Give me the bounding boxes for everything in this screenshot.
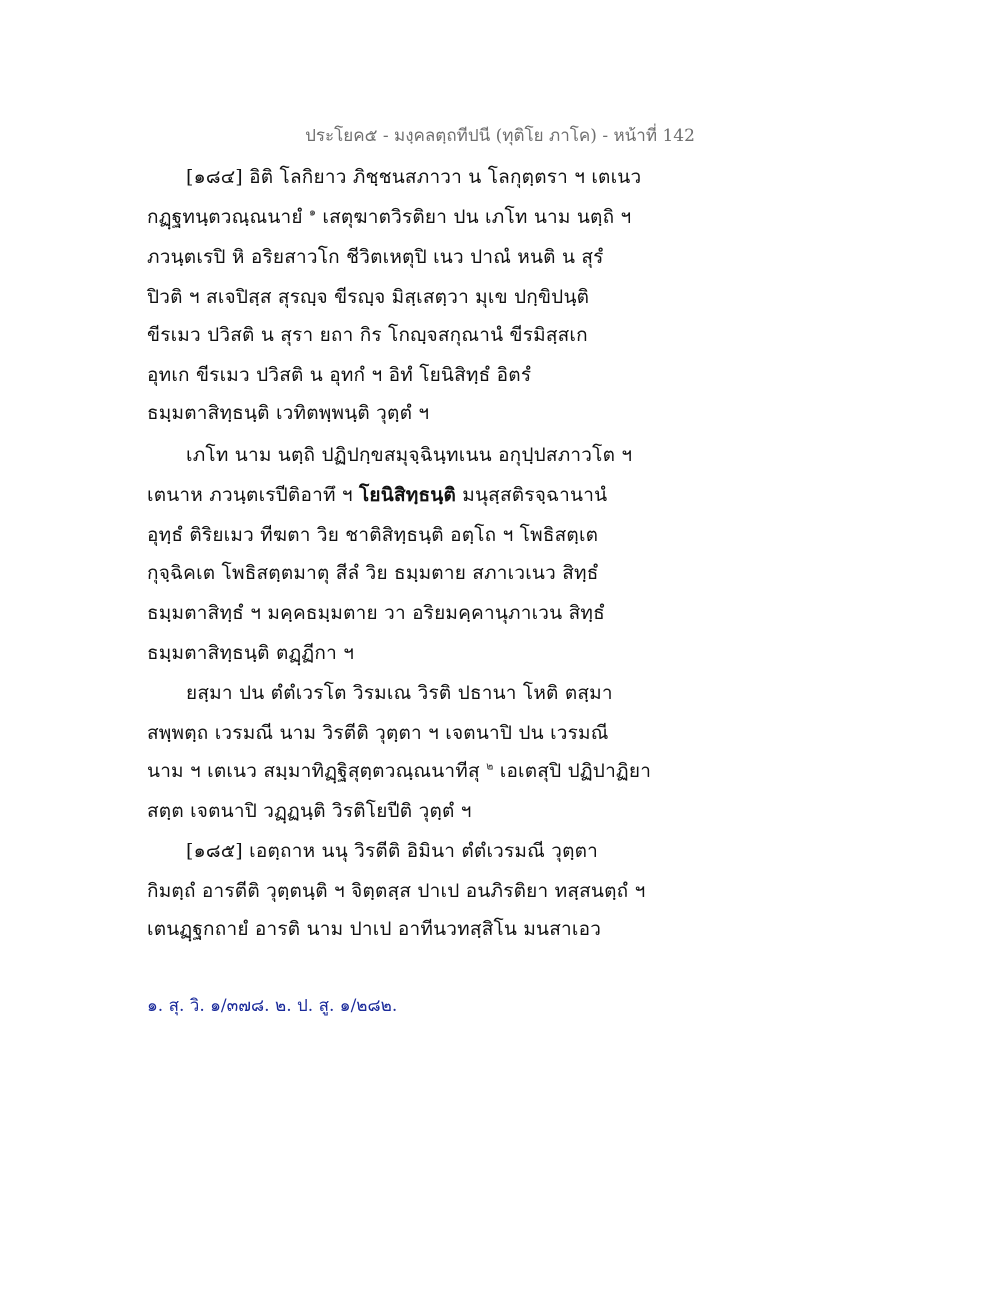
- footnote-marker-2: ๒: [486, 759, 494, 773]
- paragraph-2-line-5: ธมฺมตาสิทฺธํ ฯ มคฺคธมฺมตาย วา อริยมคฺคานุภาเวน สิทฺธํ: [147, 602, 605, 624]
- paragraph-184-line-5: ขีรเมว ปวิสติ น สุรา ยถา กิร โกญฺจสกุณานํ ขีรมิสฺสเก: [147, 324, 588, 346]
- text-run: มนุสฺสติรจฺฉานานํ: [456, 484, 608, 506]
- paragraph-2-line-1: เภโท นาม นตฺถิ ปฏิปกฺขสมุจฺฉินฺทเนน อกุปฺปสภาวโต ฯ: [186, 444, 633, 466]
- text-run: นาม ฯ เตเนว สมฺมาทิฏฺฐิสุตฺตวณฺณนาทีสุ: [147, 760, 487, 782]
- paragraph-185-line-1: [๑๘๕] เอตฺถาห นนุ วิรตีติ อิมินา ตํตํเวรมณี วุตฺตา: [186, 840, 599, 862]
- paragraph-3-line-2: สพฺพตฺถ เวรมณี นาม วิรตีติ วุตฺตา ฯ เจตนาปิ ปน เวรมณี: [147, 722, 609, 744]
- paragraph-184-line-7: ธมฺมตาสิทฺธนฺติ เวทิตพฺพนฺติ วุตฺตํ ฯ: [147, 402, 430, 424]
- paragraph-2-line-6: ธมฺมตาสิทฺธนฺติ ตฏฺฏีกา ฯ: [147, 642, 355, 664]
- text-run: กฏฺฐทนฺตวณฺณนายํ: [147, 206, 309, 228]
- paragraph-184-line-2: [147, 202, 631, 232]
- paragraph-2-line-4: กุจฺฉิคเต โพธิสตฺตมาตุ สีลํ วิย ธมฺมตาย สภาเวเนว สิทฺธํ: [147, 562, 599, 584]
- paragraph-2-line-2: [147, 480, 607, 510]
- paragraph-185-line-3: เตนฏฺฐกถายํ อารติ นาม ปาเป อาทีนวทสฺสิโน มนสาเอว: [147, 918, 602, 940]
- footnote-marker-1: ๑: [308, 205, 317, 219]
- bold-term: โยนิสิทฺธนฺติ: [359, 484, 457, 506]
- paragraph-3-line-4: สตฺต เจตนาปิ วฏฺฏนฺติ วิรติโยปีติ วุตฺตํ ฯ: [147, 800, 472, 822]
- paragraph-185-line-2: กิมตฺถํ อารตีติ วุตฺตนฺติ ฯ จิตฺตสฺส ปาเป อนภิรติยา ทสฺสนตฺถํ ฯ: [147, 880, 646, 902]
- paragraph-184-line-1: [๑๘๔] อิติ โลกิยาว ภิชฺชนสภาวา น โลกุตฺตรา ฯ เตเนว: [186, 166, 642, 188]
- running-header: ประโยค๕ - มงฺคลตฺถทีปนี (ทุติโย ภาโค) - หน้าที่ 142: [305, 126, 695, 146]
- paragraph-3-line-3: [147, 756, 651, 786]
- text-run: เอเตสุปิ ปฏิปาฏิยา: [493, 760, 652, 782]
- paragraph-184-line-3: ภวนฺตเรปิ หิ อริยสาวโก ชีวิตเหตุปิ เนว ปาณํ หนติ น สุรํ: [147, 246, 604, 268]
- footnotes: ๑. สุ. วิ. ๑/๓๗๘. ๒. ป. สู. ๑/๒๘๒.: [147, 996, 398, 1016]
- text-run: เตนาห ภวนฺตเรปีติอาทึ ฯ: [147, 484, 360, 506]
- paragraph-3-line-1: ยสฺมา ปน ตํตํเวรโต วิรมเณ วิรติ ปธานา โหติ ตสฺมา: [186, 682, 613, 704]
- text-run: เสตุฆาตวิรติยา ปน เภโท นาม นตฺถิ ฯ: [316, 206, 632, 228]
- paragraph-2-line-3: อุทฺธํ ติริยเมว ทีฆตา วิย ชาติสิทฺธนฺติ อตฺโถ ฯ โพธิสตฺเต: [147, 524, 599, 546]
- paragraph-184-line-6: อุทเก ขีรเมว ปวิสติ น อุทกํ ฯ อิทํ โยนิสิทฺธํ อิตรํ: [147, 364, 532, 386]
- paragraph-184-line-4: ปิวติ ฯ สเจปิสฺส สุรญฺจ ขีรญฺจ มิสฺเสตฺวา มุเข ปกฺขิปนฺติ: [147, 286, 590, 308]
